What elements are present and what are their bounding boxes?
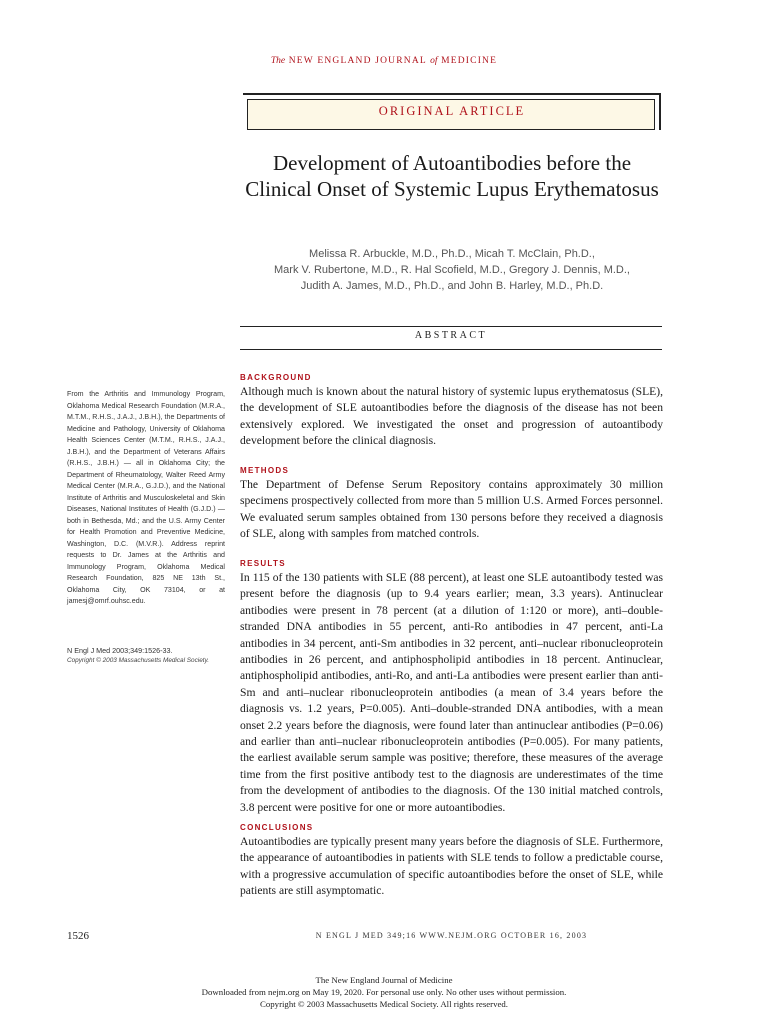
abstract-heading: ABSTRACT bbox=[414, 330, 488, 341]
author-line: Mark V. Rubertone, M.D., R. Hal Scofield, M.D., Gregory J. Dennis, M.D., bbox=[274, 264, 630, 276]
notice-line: Downloaded from nejm.org on May 19, 2020. For personal use only. No other uses without permission. bbox=[201, 987, 567, 998]
journal-of: of bbox=[430, 56, 438, 66]
section-text: Autoantibodies are typically present many years before the diagnosis of SLE. Furthermore, the appearance of autoantibodies in patients with SLE tends to follow a predictable course, with a progressive accumulation of specific autoantibodies before the onset of SLE, while patients are still asymptomatic. bbox=[240, 835, 663, 898]
author-affiliations: From the Arthritis and Immunology Program, Oklahoma Medical Research Foundation (M.R.A., M.T.M., R.H.S., J.A.J., J.B.H.), the Departments of Medicine and Pathology, University of Oklahoma Health Sciences Center (M.T.M., R.H.S., J.A.J., J.B.H.), and the Department of Veterans Affairs (R.H.S., J.B.H.) — all in Oklahoma City; the Department of Rheumatology, Walter Reed Army Medical Center (M.R.A., G.J.D.), and the National Institute of Arthritis and Musculoskeletal and Skin Diseases, National Institutes of Health (G.J.D.) — both in Bethesda, Md.; and the U.S. Army Center for Health Promotion and Preventive Medicine, Washington, D.C. (M.V.R.). Address reprint requests to Dr. James at the Arthritis and Immunology Program, Oklahoma Medical Research Foundation, 825 NE 13th St., Oklahoma City, OK 73104, or at jamesj@omrf.ouhsc.edu. bbox=[67, 390, 225, 605]
author-line: Judith A. James, M.D., Ph.D., and John B. Harley, M.D., Ph.D. bbox=[300, 280, 604, 292]
journal-name-part1: NEW ENGLAND JOURNAL bbox=[288, 56, 427, 66]
section-label: RESULTS bbox=[240, 559, 286, 568]
section-label: CONCLUSIONS bbox=[240, 823, 314, 832]
section-text: Although much is known about the natural history of systemic lupus erythematosus (SLE), the development of SLE autoantibodies before the diagnosis of the disease has not been extensively explored. We investigated the onset and progression of autoantibody development before the clinical diagnosis. bbox=[240, 385, 663, 448]
article-type-box bbox=[243, 93, 661, 130]
abstract-rule-bottom bbox=[240, 349, 662, 350]
notice-line: The New England Journal of Medicine bbox=[315, 975, 453, 985]
download-notice bbox=[0, 974, 768, 1011]
abstract-rule-top bbox=[240, 326, 662, 327]
section-label: BACKGROUND bbox=[240, 373, 312, 382]
footer-journal-line: N ENGL J MED 349;16 WWW.NEJM.ORG OCTOBER 16, 2003 bbox=[315, 931, 588, 940]
article-type-label: ORIGINAL ARTICLE bbox=[378, 104, 526, 118]
notice-line: Copyright © 2003 Massachusetts Medical Society. All rights reserved. bbox=[260, 999, 508, 1010]
conclusions-section bbox=[240, 823, 663, 900]
page-number: 1526 bbox=[67, 930, 89, 942]
section-text: In 115 of the 130 patients with SLE (88 percent), at least one SLE autoantibody tested was present before the diagnosis (up to 9.4 years earlier; mean, 3.3 years). Antinuclear antibodies were present in 78 percent (at a dilution of 1:120 or more), anti–double-stranded DNA antibodies in 55 percent, anti-Ro antibodies in 47 percent, anti-La antibodies in 34 percent, anti-Sm antibodies in 32 percent, anti–nuclear ribonucleoprotein antibodies in 26 percent, and antiphospholipid antibodies in 18 percent. Antinuclear, antiphospholipid antibodies, anti-Ro, and anti-La antibodies were present earlier than anti-Sm and anti–nuclear ribonucleoprotein antibodies (a mean of 3.4 years before the diagnosis vs. 1.2 years, P=0.005). Anti–double-stranded DNA antibodies, with a mean onset 2.2 years before the diagnosis, were found later than antinuclear antibodies (P=0.06) and earlier than anti–nuclear ribonucleoprotein antibodies (P=0.005). For many patients, the earliest available serum sample was positive; therefore, these measures of the average time from the first positive antibody test to the diagnosis are underestimates of the time from the development of antibodies to the diagnosis. Of the 130 initial matched controls, 3.8 percent were positive for one or more autoantibodies. bbox=[240, 571, 663, 814]
article-title: Development of Autoantibodies before the Clinical Onset of Systemic Lupus Erythematosus bbox=[245, 151, 659, 201]
background-section bbox=[240, 373, 663, 450]
journal-the: The bbox=[270, 56, 286, 66]
author-line: Melissa R. Arbuckle, M.D., Ph.D., Micah T. McClain, Ph.D., bbox=[309, 248, 595, 260]
journal-header bbox=[0, 56, 768, 66]
journal-name-part2: MEDICINE bbox=[441, 56, 498, 66]
article-type-rule-top bbox=[243, 93, 661, 95]
section-label: METHODS bbox=[240, 466, 290, 475]
section-text: The Department of Defense Serum Repository contains approximately 30 million specimens prospectively collected from more than 5 million U.S. Armed Forces personnel. We evaluated serum samples obtained from 130 persons before they received a diagnosis of SLE, along with samples from matched controls. bbox=[240, 478, 663, 541]
citation: N Engl J Med 2003;349:1526-33. bbox=[67, 646, 173, 655]
results-section bbox=[240, 559, 663, 816]
methods-section bbox=[240, 466, 663, 543]
sidebar-copyright: Copyright © 2003 Massachusetts Medical Society. bbox=[67, 657, 210, 664]
author-list bbox=[243, 246, 661, 294]
